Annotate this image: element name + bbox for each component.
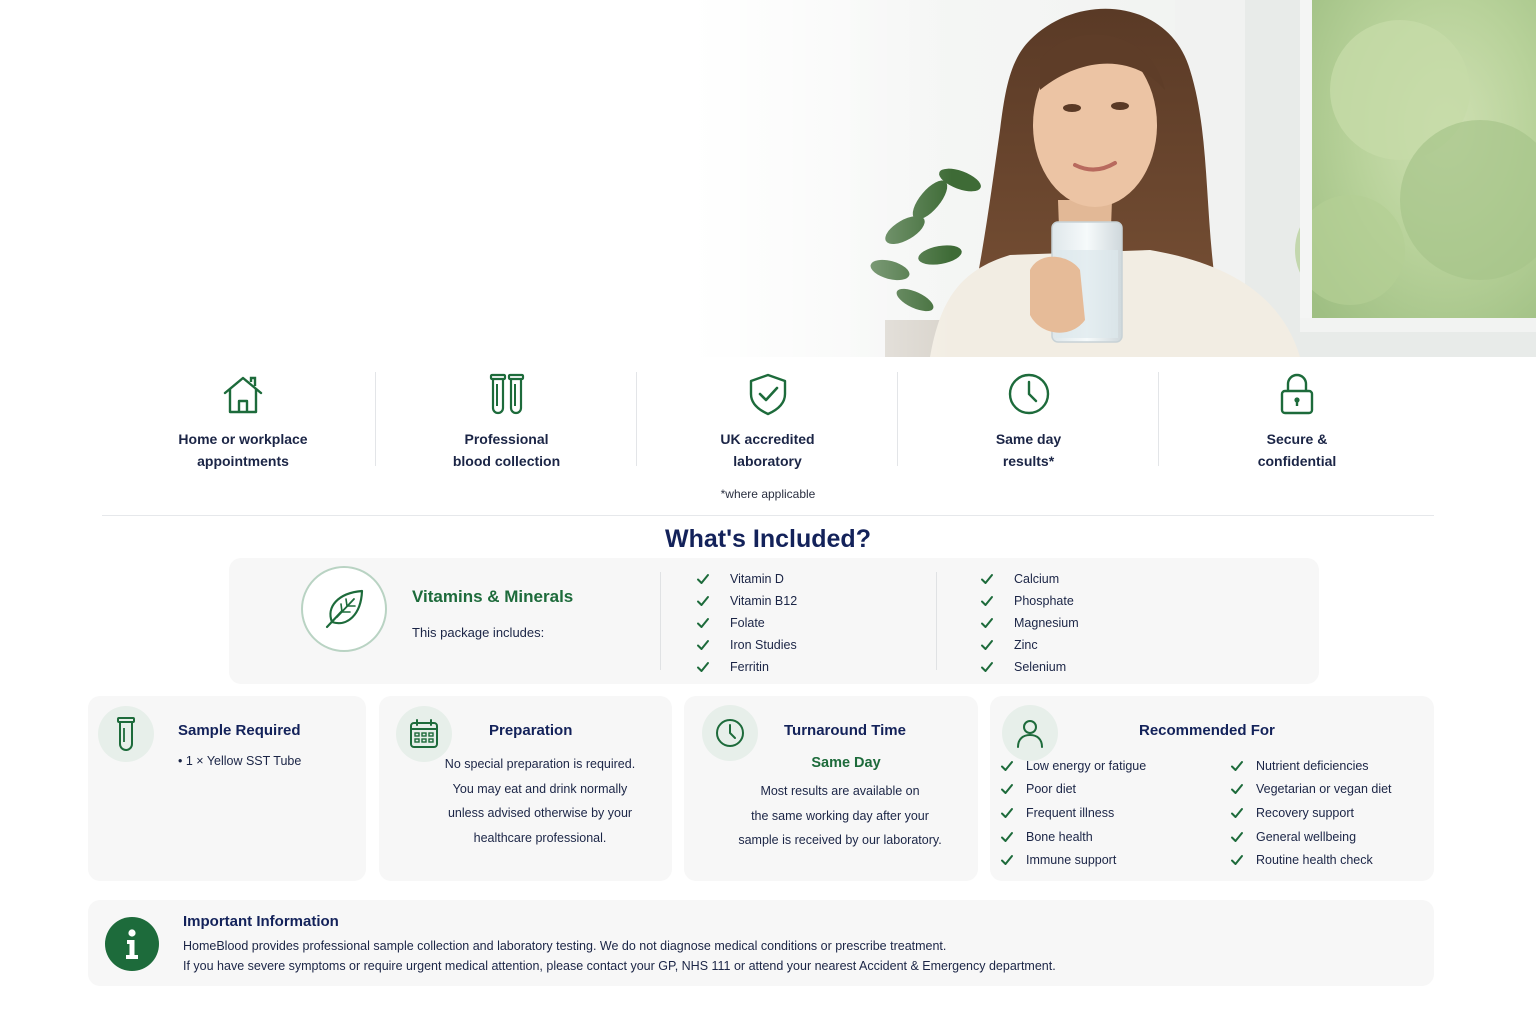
included-item-label: Phosphate [1014, 594, 1074, 608]
hero-photo [0, 0, 1536, 357]
check-icon [696, 594, 710, 608]
check-icon [1230, 853, 1244, 867]
sample-card [88, 696, 366, 881]
turnaround-body [724, 779, 956, 853]
recommended-icon-bubble [1002, 705, 1058, 761]
preparation-line: No special preparation is required. [444, 757, 636, 771]
included-list-1 [696, 568, 797, 678]
list-item [980, 656, 1079, 678]
check-icon [980, 594, 994, 608]
test-tube-icon [111, 716, 141, 752]
recommended-item-label: Recovery support [1256, 805, 1354, 820]
feature-label-line: laboratory [733, 453, 802, 469]
sample-item: • 1 × Yellow SST Tube [178, 754, 302, 768]
list-item [1230, 848, 1392, 872]
feature-label-line: Home or workplace [178, 431, 308, 447]
list-item [696, 612, 797, 634]
list-item [1230, 778, 1392, 802]
recommended-item-label: General wellbeing [1256, 829, 1357, 844]
clock-icon [1005, 370, 1053, 418]
check-icon [980, 616, 994, 630]
check-icon [696, 616, 710, 630]
feature-label [1258, 428, 1337, 472]
included-item-label: Zinc [1014, 638, 1038, 652]
check-icon [1230, 806, 1244, 820]
leaf-icon-circle [301, 566, 387, 652]
recommended-item-label: Frequent illness [1026, 805, 1115, 820]
recommended-list-1 [1000, 754, 1146, 872]
padlock-icon [1273, 370, 1321, 418]
included-item-label: Vitamin B12 [730, 594, 798, 608]
recommended-item-label: Nutrient deficiencies [1256, 758, 1369, 773]
feature-uk-laboratory [637, 366, 898, 476]
feature-label-line: Secure & [1266, 431, 1328, 447]
list-item [980, 568, 1079, 590]
important-title: Important Information [183, 913, 339, 930]
check-icon [980, 638, 994, 652]
check-icon [696, 638, 710, 652]
included-item-label: Calcium [1014, 572, 1060, 586]
list-item [1000, 825, 1146, 849]
recommended-item-label: Vegetarian or vegan diet [1256, 782, 1392, 797]
included-separator [936, 572, 937, 670]
check-icon [1000, 853, 1014, 867]
list-item [980, 612, 1079, 634]
turnaround-icon-bubble [702, 705, 758, 761]
section-title: What's Included? [665, 525, 871, 553]
recommended-item-label: Immune support [1026, 853, 1117, 868]
list-item [1000, 848, 1146, 872]
list-item [1230, 754, 1392, 778]
included-item-label: Folate [730, 616, 765, 630]
footnote: *where applicable [720, 487, 816, 501]
hero-banner [0, 0, 1536, 357]
important-line-2: If you have severe symptoms or require urgent medical attention, please contact your GP, NHS 111 or attend your nearest Accident & Emergency department. [183, 959, 1056, 973]
list-item [696, 634, 797, 656]
list-item [980, 590, 1079, 612]
preparation-line: You may eat and drink normally [452, 781, 628, 796]
included-item-label: Iron Studies [730, 638, 797, 652]
preparation-line: healthcare professional. [473, 830, 607, 845]
turnaround-title: Turnaround Time [784, 722, 906, 739]
list-item [1000, 801, 1146, 825]
list-item [1000, 754, 1146, 778]
included-card [229, 558, 1319, 684]
check-icon [1000, 806, 1014, 820]
recommended-item-label: Poor diet [1026, 782, 1077, 797]
feature-same-day [898, 366, 1159, 476]
list-item [696, 568, 797, 590]
included-subheading: This package includes: [412, 625, 545, 640]
recommended-item-label: Routine health check [1256, 853, 1373, 868]
feature-label-line: blood collection [452, 453, 561, 469]
included-heading: Vitamins & Minerals [412, 587, 574, 606]
preparation-line: unless advised otherwise by your [447, 806, 633, 820]
important-line-1: HomeBlood provides professional sample collection and laboratory testing. We do not diagnose medical conditions or prescribe treatment. [183, 939, 947, 953]
included-item-label: Selenium [1014, 660, 1067, 674]
section-divider [102, 515, 1434, 516]
check-icon [1230, 782, 1244, 796]
included-list-2 [980, 568, 1079, 678]
preparation-card [379, 696, 672, 881]
sample-icon-bubble [98, 706, 154, 762]
feature-blood-collection [376, 366, 637, 476]
turnaround-line: Most results are available on [760, 784, 920, 798]
shield-check-icon [744, 370, 792, 418]
leaf-icon [320, 585, 368, 633]
included-item-label: Vitamin D [730, 572, 784, 586]
recommended-list-2 [1230, 754, 1392, 872]
list-item [696, 656, 797, 678]
recommended-item-label: Bone health [1026, 829, 1093, 844]
recommended-card [990, 696, 1434, 881]
info-icon [120, 927, 144, 961]
check-icon [980, 572, 994, 586]
feature-secure [1159, 366, 1435, 476]
feature-home-appointments [110, 366, 376, 476]
list-item [1000, 778, 1146, 802]
list-item [1230, 801, 1392, 825]
preparation-body [427, 752, 653, 850]
turnaround-line: the same working day after your [751, 808, 929, 823]
features-strip [110, 366, 1435, 476]
important-info-panel [88, 900, 1434, 986]
feature-label [720, 428, 814, 472]
feature-label-line: Same day [995, 431, 1062, 447]
feature-label-line: Professional [464, 431, 549, 447]
feature-label [453, 428, 560, 472]
list-item [1230, 825, 1392, 849]
recommended-item-label: Low energy or fatigue [1026, 758, 1147, 773]
included-item-label: Ferritin [730, 660, 769, 674]
included-item-label: Magnesium [1014, 616, 1079, 630]
turnaround-highlight: Same Day [811, 755, 881, 771]
feature-label-line: results* [1002, 453, 1055, 469]
home-icon [219, 370, 267, 418]
check-icon [1000, 830, 1014, 844]
info-icon-circle [105, 917, 159, 971]
feature-label-line: appointments [197, 453, 289, 469]
check-icon [696, 660, 710, 674]
check-icon [696, 572, 710, 586]
feature-label [996, 428, 1061, 472]
check-icon [1230, 759, 1244, 773]
test-tubes-icon [483, 370, 531, 418]
calendar-icon [408, 718, 440, 750]
clock-icon [714, 717, 746, 749]
included-separator [660, 572, 661, 670]
preparation-title: Preparation [489, 722, 573, 739]
turnaround-card [684, 696, 978, 881]
list-item [980, 634, 1079, 656]
feature-label [178, 428, 307, 472]
check-icon [1000, 782, 1014, 796]
sample-title: Sample Required [178, 722, 301, 739]
turnaround-line: sample is received by our laboratory. [738, 833, 942, 847]
user-icon [1014, 717, 1046, 749]
check-icon [980, 660, 994, 674]
feature-label-line: confidential [1257, 453, 1337, 469]
feature-label-line: UK accredited [720, 431, 815, 447]
recommended-title: Recommended For [1139, 722, 1275, 739]
list-item [696, 590, 797, 612]
check-icon [1000, 759, 1014, 773]
check-icon [1230, 830, 1244, 844]
